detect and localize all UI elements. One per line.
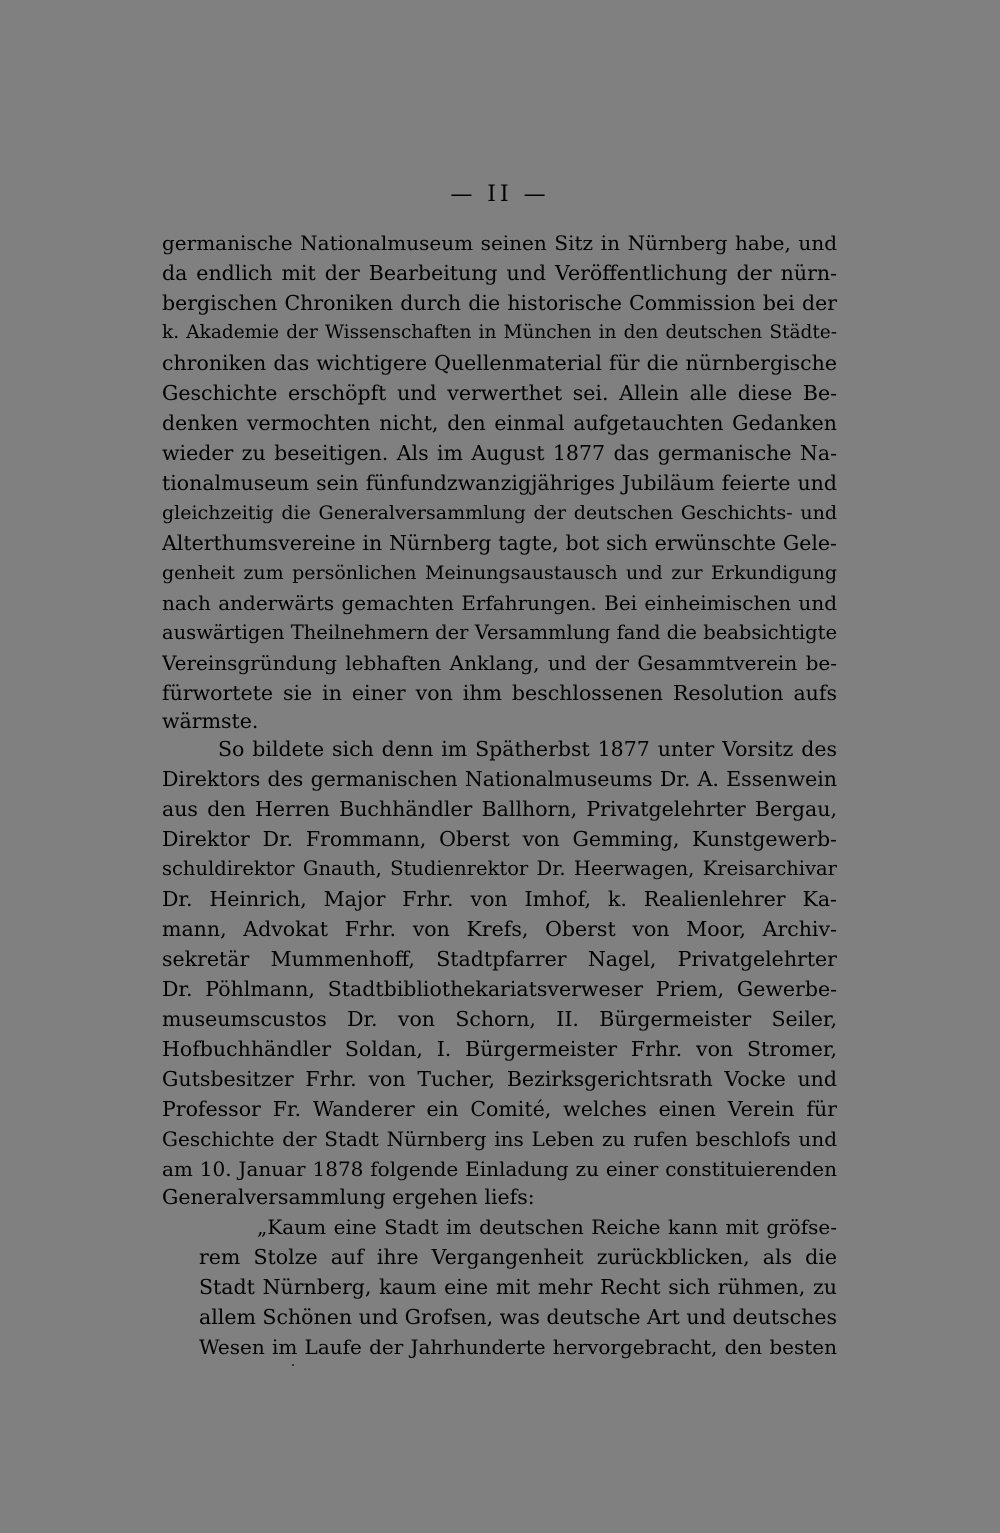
text-line: auswärtigen Theilnehmern der Versammlung fand die beabsichtigte [162, 621, 837, 644]
quote-line: Stadt Nürnberg, kaum eine mit mehr Recht sich rühmen, zu [199, 1275, 837, 1299]
text-line: bergischen Chroniken durch die historische Commission bei der [162, 291, 837, 315]
text-line: museumscustos Dr. von Schorn, II. Bürgermeister Seiler, [162, 1007, 837, 1031]
text-line: fürwortete sie in einer von ihm beschlossenen Resolution aufs [162, 681, 837, 705]
quote-line: „Kaum eine Stadt im deutschen Reiche kann mit gröfse- [257, 1215, 837, 1239]
text-line: Gutsbesitzer Frhr. von Tucher, Bezirksgerichtsrath Vocke und [162, 1067, 837, 1091]
quote-line: Wesen im Laufe der Jahrhunderte hervorgebracht, den besten [199, 1335, 837, 1359]
text-line: Geschichte erschöpft und verwerthet sei. Allein alle diese Be- [162, 381, 837, 405]
text-line: Vereinsgründung lebhaften Anklang, und der Gesammtverein be- [162, 651, 837, 675]
text-line: genheit zum persönlichen Meinungsaustausch und zur Erkundigung [162, 562, 837, 584]
text-line: gleichzeitig die Generalversammlung der deutschen Geschichts- und [162, 502, 837, 524]
text-line: mann, Advokat Frhr. von Krefs, Oberst von Moor, Archiv- [162, 917, 837, 941]
text-line: Direktor Dr. Frommann, Oberst von Gemming, Kunstgewerb- [162, 827, 837, 851]
text-line: denken vermochten nicht, den einmal aufgetauchten Gedanken [162, 411, 837, 435]
text-line: Alterthumsvereine in Nürnberg tagte, bot sich erwünschte Gele- [162, 531, 837, 555]
text-line: wärmste. [162, 709, 259, 733]
text-line: aus den Herren Buchhändler Ballhorn, Privatgelehrter Bergau, [162, 797, 837, 821]
text-line: So bildete sich denn im Spätherbst 1877 unter Vorsitz des [218, 737, 837, 761]
quote-line: rem Stolze auf ihre Vergangenheit zurückblicken, als die [199, 1245, 837, 1269]
print-speck [292, 1364, 294, 1366]
text-line: Geschichte der Stadt Nürnberg ins Leben zu rufen beschlofs und [162, 1127, 837, 1151]
text-line: k. Akademie der Wissenschaften in München in den deutschen Städte- [162, 322, 837, 343]
text-line: schuldirektor Gnauth, Studienrektor Dr. Heerwagen, Kreisarchivar [162, 857, 837, 880]
text-line: Hofbuchhändler Soldan, I. Bürgermeister Frhr. von Stromer, [162, 1037, 837, 1061]
page-number-header: — II — [450, 182, 550, 207]
quote-line: allem Schönen und Grofsen, was deutsche Art und deutsches [199, 1305, 837, 1329]
text-line: wieder zu beseitigen. Als im August 1877 das germanische Na- [162, 441, 837, 465]
text-line: Dr. Pöhlmann, Stadtbibliothekariatsverweser Priem, Gewerbe- [162, 977, 837, 1001]
text-line: sekretär Mummenhoff, Stadtpfarrer Nagel, Privatgelehrter [162, 947, 837, 971]
text-line: nach anderwärts gemachten Erfahrungen. Bei einheimischen und [162, 591, 837, 615]
text-line: Dr. Heinrich, Major Frhr. von Imhof, k. Realienlehrer Ka- [162, 887, 837, 911]
text-line: da endlich mit der Bearbeitung und Veröffentlichung der nürn- [162, 261, 837, 285]
text-line: Direktors des germanischen Nationalmuseums Dr. A. Essenwein [162, 767, 837, 791]
text-line: tionalmuseum sein fünfundzwanzigjähriges Jubiläum feierte und [162, 471, 837, 495]
text-line: germanische Nationalmuseum seinen Sitz in Nürnberg habe, und [162, 231, 837, 255]
text-line: Generalversammlung ergehen liefs: [162, 1185, 535, 1209]
text-line: chroniken das wichtigere Quellenmaterial für die nürnbergische [162, 351, 837, 375]
text-line: am 10. Januar 1878 folgende Einladung zu einer constituierenden [162, 1157, 837, 1181]
text-line: Professor Fr. Wanderer ein Comité, welches einen Verein für [162, 1097, 837, 1121]
